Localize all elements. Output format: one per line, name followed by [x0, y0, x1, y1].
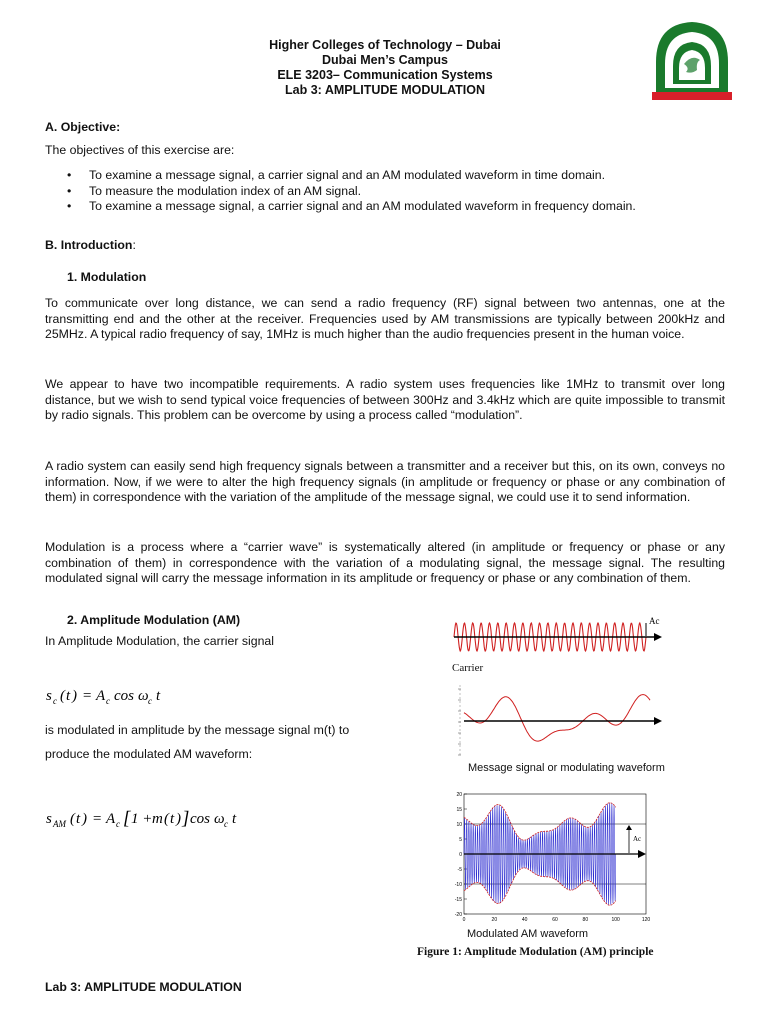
subheading-modulation: 1. Modulation — [67, 270, 147, 284]
campus-title: Dubai Men’s Campus — [322, 53, 448, 67]
svg-text:[: [ — [123, 808, 131, 829]
am-y-tick-label: -10 — [454, 882, 462, 888]
objective-intro: The objectives of this exercise are: — [45, 143, 235, 157]
am-x-tick-label: 20 — [491, 917, 498, 923]
paragraph: A radio system can easily send high frequency signals between a transmitter and a receiver but this, on its own, conveys no information. Now, if we were to alter the high frequency signals (in amplitude or frequency or phase or any combination of them) in correspondence with the variation of the amplitude of the message signal, we could use it to send information. — [45, 459, 725, 504]
objective-list — [45, 168, 745, 215]
introduction-heading — [45, 238, 136, 252]
am-x-tick-label: 120 — [641, 917, 651, 923]
college-logo — [648, 18, 736, 102]
svg-text:cos: cos — [190, 811, 210, 827]
institution-title: Higher Colleges of Technology – Dubai — [269, 38, 501, 52]
am-y-tick-label: -5 — [457, 867, 462, 873]
carrier-equation — [46, 684, 206, 712]
svg-text:1 +: 1 + — [131, 811, 153, 827]
svg-text:s: s — [46, 688, 52, 704]
am-y-tick-label: 20 — [456, 792, 462, 798]
svg-text:c: c — [148, 696, 152, 706]
am-y-tick-label: -20 — [454, 912, 462, 918]
paragraph: We appear to have two incompatible requirements. A radio system uses frequencies like 1MHz to transmit over long distance, but we wish to send typical voice frequencies of between 300Hz and 3.4kHz which are quite impossible to transmit by radio signals. This problem can be overcome by using a process called “modulation”. — [45, 377, 725, 422]
am-x-tick-label: 40 — [521, 917, 528, 923]
am-x-tick-label: 100 — [611, 917, 620, 923]
am-waveform-plot — [446, 790, 660, 924]
svg-text:m: m — [152, 811, 163, 827]
paragraph: To communicate over long distance, we can send a radio frequency (RF) signal between two antennas, one at the transmitting end and the other at the receiver. Frequencies used by AM transmissions are typically between 200kHz and 25MHz. A typical radio frequency of say, 1MHz is much higher than the audio frequencies present in the human voice. — [45, 296, 725, 341]
svg-text:A: A — [106, 811, 116, 827]
am-x-tick-label: 0 — [462, 917, 466, 923]
am-y-tick-label: 5 — [459, 837, 462, 843]
paragraph: Modulation is a process where a “carrier wave” is systematically altered (in amplitude or frequency or phase or any combination of them) in correspondence with the variation of a modulating signal, the message signal. The resulting modulated signal will carry the message information in its amplitude or frequency or phase or any combination of them. — [45, 540, 725, 585]
svg-text:t: t — [156, 688, 161, 704]
svg-text:ω: ω — [214, 811, 225, 827]
svg-text:t: t — [170, 811, 175, 827]
list-item: • To measure the modulation index of an AM signal. — [45, 184, 745, 200]
svg-text:): ) — [176, 811, 181, 827]
message-caption: Message signal or modulating waveform — [468, 762, 665, 774]
page-footer: Lab 3: AMPLITUDE MODULATION — [45, 980, 242, 994]
am-y-tick-label: 15 — [456, 807, 462, 813]
svg-text:=: = — [92, 811, 103, 827]
am-equation — [46, 806, 246, 836]
am-caption: Modulated AM waveform — [467, 928, 589, 940]
am-x-tick-label: 60 — [552, 917, 558, 923]
svg-text:t: t — [66, 688, 71, 704]
am-text-carrier: In Amplitude Modulation, the carrier signal — [45, 634, 274, 648]
svg-text:cos: cos — [114, 688, 134, 704]
message-wave — [464, 695, 650, 742]
introduction-heading-text: B. Introduction — [45, 238, 133, 252]
svg-text:c: c — [53, 696, 57, 706]
am-y-tick-label: -15 — [454, 897, 462, 903]
svg-text:): ) — [82, 811, 87, 827]
svg-text:c: c — [224, 819, 228, 829]
lab-title: Lab 3: AMPLITUDE MODULATION — [285, 83, 485, 97]
carrier-axis-arrow-icon — [654, 633, 662, 641]
am-x-tick-label: 80 — [582, 917, 589, 923]
course-title: ELE 3203– Communication Systems — [277, 68, 493, 82]
am-text-produce: produce the modulated AM waveform: — [45, 747, 253, 761]
svg-text:(: ( — [60, 688, 65, 704]
svg-text:(: ( — [164, 811, 169, 827]
svg-text:=: = — [82, 688, 93, 704]
svg-text:(: ( — [70, 811, 75, 827]
carrier-label: Carrier — [452, 662, 484, 674]
svg-text:AM: AM — [53, 819, 66, 829]
carrier-ac-label: Ac — [649, 616, 660, 626]
svg-text:A: A — [96, 688, 106, 704]
message-plot — [450, 683, 670, 759]
document-header — [150, 38, 620, 98]
svg-text:ω: ω — [138, 688, 149, 704]
list-item: • To examine a message signal, a carrier signal and an AM modulated waveform in time domain. — [45, 168, 745, 184]
objective-heading: A. Objective: — [45, 120, 121, 134]
svg-text:t: t — [232, 811, 237, 827]
svg-text:]: ] — [182, 808, 190, 829]
svg-text:c: c — [116, 819, 120, 829]
message-axis-arrow-icon — [654, 717, 662, 725]
am-text-modulated: is modulated in amplitude by the message signal m(t) to — [45, 723, 350, 737]
am-ac-label: Ac — [633, 835, 642, 843]
figure-caption: Figure 1: Amplitude Modulation (AM) principle — [417, 946, 654, 958]
am-y-tick-label: 10 — [456, 822, 462, 828]
svg-text:t: t — [76, 811, 81, 827]
svg-text:): ) — [72, 688, 77, 704]
list-item: • To examine a message signal, a carrier signal and an AM modulated waveform in frequency domain. — [45, 199, 745, 215]
am-y-tick-label: 0 — [459, 852, 462, 858]
subheading-am: 2. Amplitude Modulation (AM) — [67, 613, 241, 627]
svg-text:c: c — [106, 696, 110, 706]
introduction-heading-colon: : — [132, 238, 136, 252]
carrier-plot — [450, 612, 672, 662]
svg-text:s: s — [46, 811, 52, 827]
